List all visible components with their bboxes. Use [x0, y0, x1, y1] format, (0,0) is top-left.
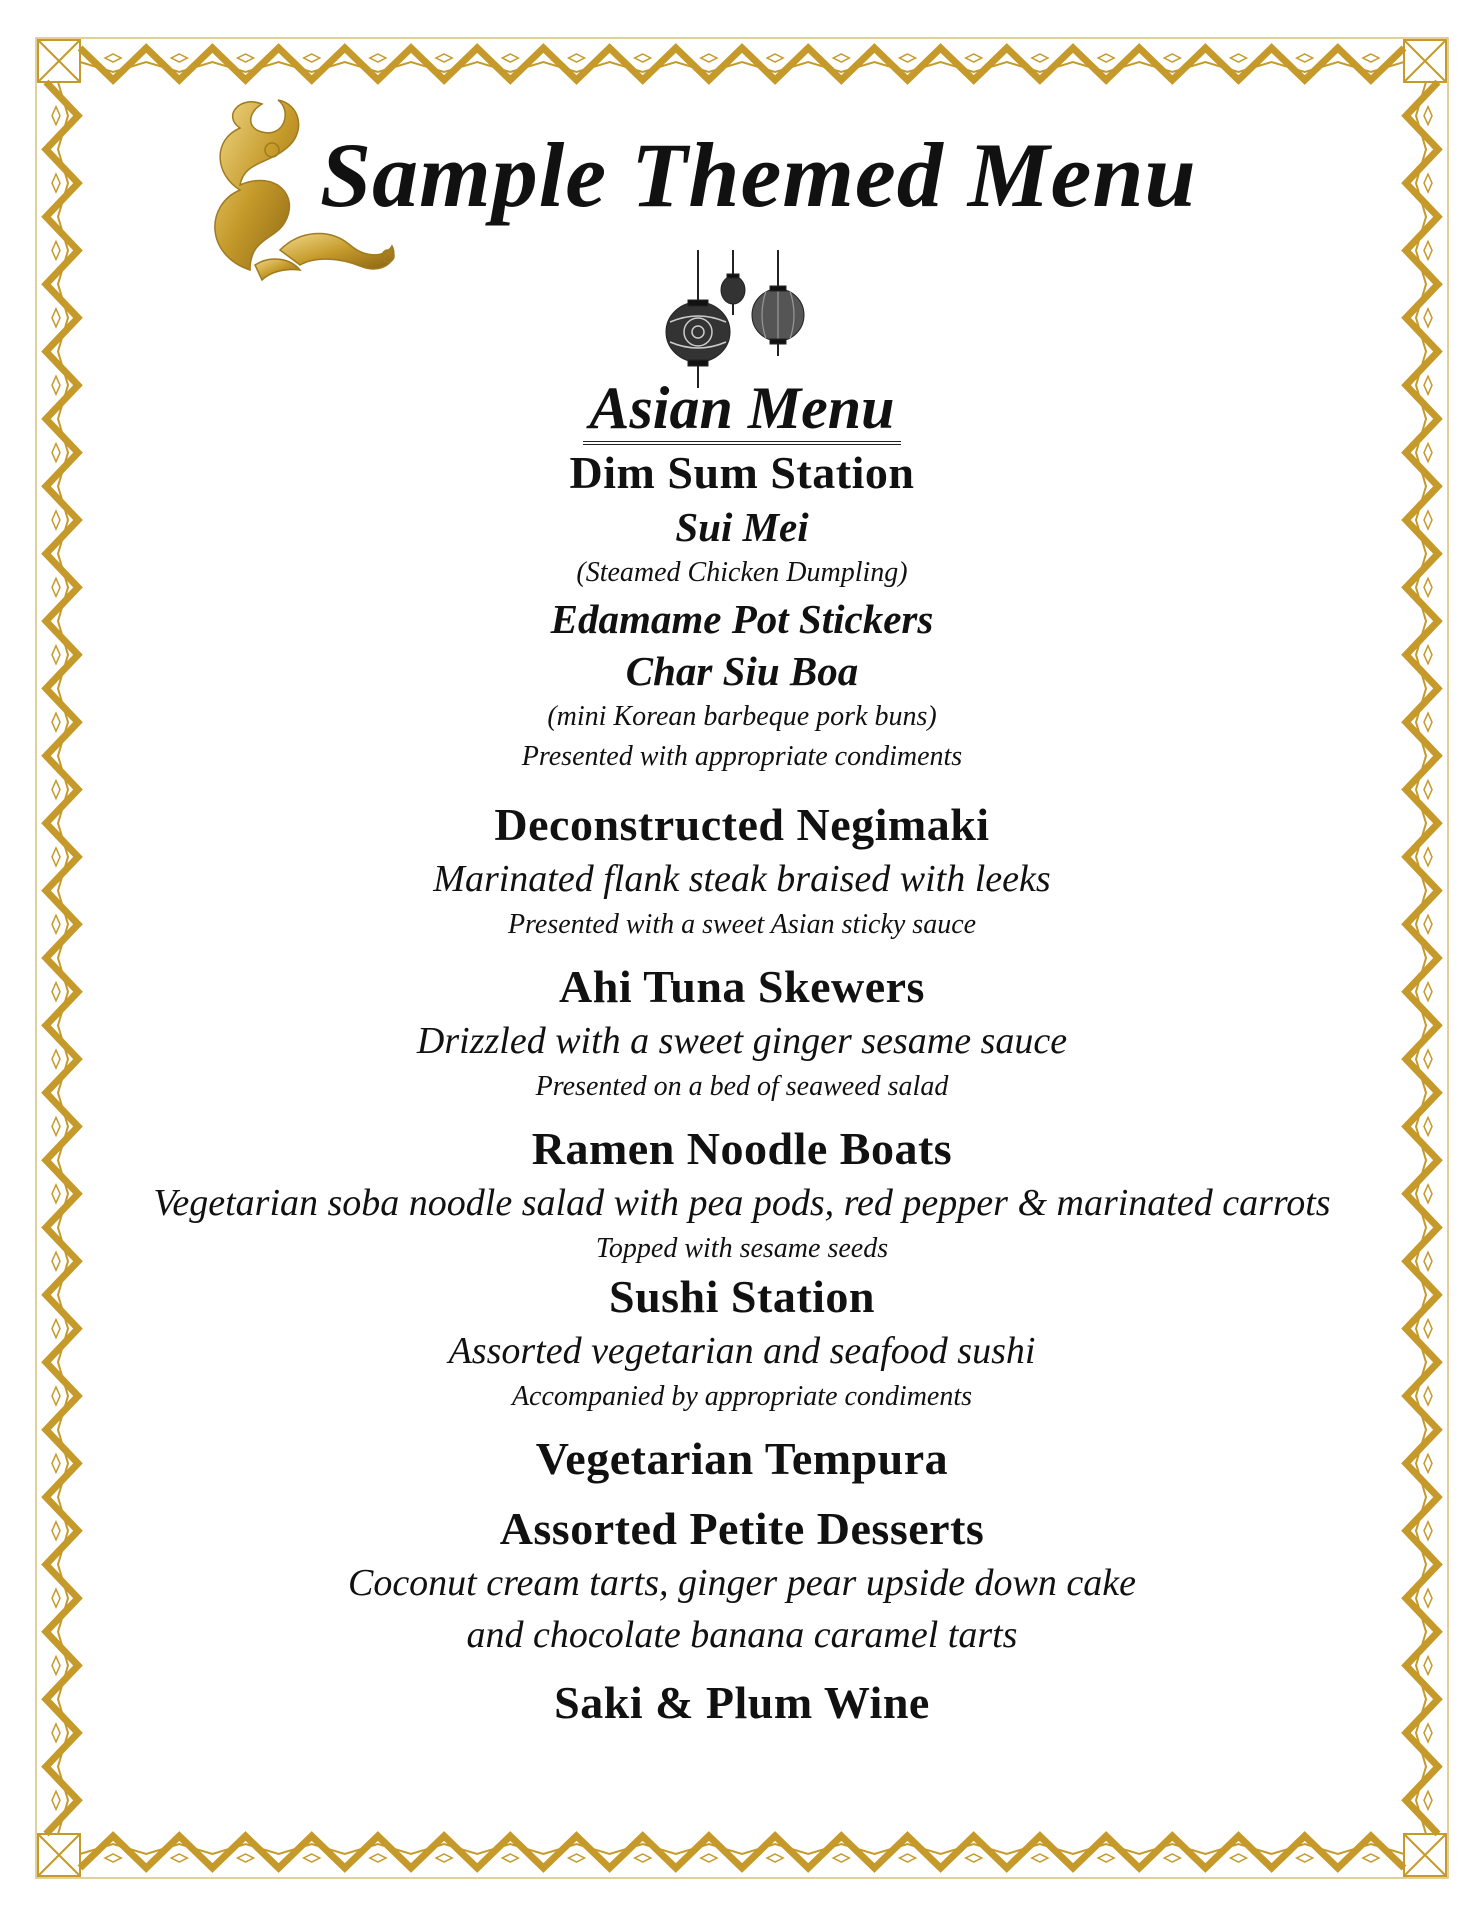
border-diamond — [370, 54, 386, 62]
border-diamond — [52, 1050, 60, 1068]
border-diamond — [1164, 1854, 1180, 1862]
hanging-lanterns-icon — [666, 250, 804, 388]
border-diamond — [833, 1854, 849, 1862]
border-diamond — [52, 511, 60, 529]
border-diamond — [52, 915, 60, 933]
border-diamond — [52, 781, 60, 799]
border-diamond — [701, 54, 717, 62]
section-ahi-tuna-skewers: Ahi Tuna Skewers — [559, 961, 925, 1012]
section-sushi-station: Sushi Station — [608, 1271, 875, 1322]
desserts-line-1: Coconut cream tarts, ginger pear upside down cake — [347, 1562, 1137, 1604]
border-diamond — [900, 54, 916, 62]
dish-note-sui-mei: (Steamed Chicken Dumpling) — [576, 557, 908, 588]
border-diamond — [767, 54, 783, 62]
border-diamond — [304, 54, 320, 62]
border-diamond — [1424, 646, 1432, 664]
border-diamond — [1424, 1185, 1432, 1203]
menu-title: Asian Menu — [583, 375, 900, 445]
section-vegetarian-tempura: Vegetarian Tempura — [535, 1433, 949, 1484]
border-diamond — [1424, 713, 1432, 731]
border-diamond — [52, 983, 60, 1001]
dim-sum-footer: Presented with appropriate condiments — [521, 741, 963, 772]
border-diamond — [52, 1522, 60, 1540]
border-diamond — [1424, 1589, 1432, 1607]
border-diamond — [171, 54, 187, 62]
border-diamond — [370, 1854, 386, 1862]
border-diamond — [1363, 1854, 1379, 1862]
border-diamond — [1424, 1320, 1432, 1338]
border-diamond — [569, 54, 585, 62]
dish-char-siu-boa: Char Siu Boa — [625, 648, 859, 694]
border-diamond — [52, 848, 60, 866]
border-diamond — [1424, 1454, 1432, 1472]
border-diamond — [52, 1791, 60, 1809]
border-diamond — [436, 54, 452, 62]
border-diamond — [52, 1454, 60, 1472]
border-diamond — [52, 376, 60, 394]
border-diamond — [238, 1854, 254, 1862]
border-diamond — [1297, 54, 1313, 62]
border-diamond — [1424, 983, 1432, 1001]
ahi-note: Presented on a bed of seaweed salad — [535, 1071, 949, 1102]
border-diamond — [1424, 1522, 1432, 1540]
border-diamond — [1297, 1854, 1313, 1862]
border-diamond — [1424, 578, 1432, 596]
border-diamond — [1363, 54, 1379, 62]
border-diamond — [52, 1387, 60, 1405]
section-assorted-petite-desserts: Assorted Petite Desserts — [499, 1503, 985, 1554]
border-diamond — [436, 1854, 452, 1862]
border-diamond — [52, 1589, 60, 1607]
border-diamond — [1424, 1117, 1432, 1135]
ramen-note: Topped with sesame seeds — [595, 1233, 889, 1264]
border-diamond — [1424, 848, 1432, 866]
border-diamond — [1424, 1724, 1432, 1742]
border-diamond — [52, 578, 60, 596]
border-diamond — [52, 241, 60, 259]
border-diamond — [966, 54, 982, 62]
border-diamond — [767, 1854, 783, 1862]
border-diamond — [1032, 54, 1048, 62]
border-diamond — [900, 1854, 916, 1862]
page-title: Sample Themed Menu — [320, 124, 1197, 226]
border-diamond — [1424, 376, 1432, 394]
section-dim-sum-station: Dim Sum Station — [569, 447, 915, 498]
border-diamond — [105, 1854, 121, 1862]
dish-edamame-pot-stickers: Edamame Pot Stickers — [550, 596, 934, 642]
border-diamond — [52, 713, 60, 731]
sushi-note: Accompanied by appropriate condiments — [511, 1381, 973, 1412]
border-diamond — [52, 309, 60, 327]
border-diamond — [569, 1854, 585, 1862]
border-diamond — [52, 1252, 60, 1270]
border-diamond — [238, 54, 254, 62]
border-diamond — [502, 54, 518, 62]
border-diamond — [502, 1854, 518, 1862]
border-diamond — [52, 1185, 60, 1203]
border-diamond — [1424, 309, 1432, 327]
border-diamond — [52, 1724, 60, 1742]
border-diamond — [52, 1657, 60, 1675]
border-diamond — [52, 107, 60, 125]
border-diamond — [635, 54, 651, 62]
border-diamond — [105, 54, 121, 62]
border-diamond — [1424, 107, 1432, 125]
border-diamond — [52, 646, 60, 664]
border-diamond — [1424, 915, 1432, 933]
section-ramen-noodle-boats: Ramen Noodle Boats — [531, 1123, 953, 1174]
border-diamond — [52, 1117, 60, 1135]
border-diamond — [1098, 54, 1114, 62]
sushi-description: Assorted vegetarian and seafood sushi — [448, 1330, 1036, 1372]
menu-content — [80, 375, 1404, 1731]
ramen-description: Vegetarian soba noodle salad with pea pods, red pepper & marinated carrots — [153, 1182, 1331, 1224]
border-diamond — [966, 1854, 982, 1862]
border-diamond — [1424, 781, 1432, 799]
border-diamond — [1424, 511, 1432, 529]
border-diamond — [833, 54, 849, 62]
border-diamond — [304, 1854, 320, 1862]
negimaki-note: Presented with a sweet Asian sticky sauce — [507, 909, 977, 940]
border-diamond — [52, 444, 60, 462]
dish-sui-mei: Sui Mei — [675, 504, 809, 550]
section-deconstructed-negimaki: Deconstructed Negimaki — [494, 799, 990, 850]
desserts-line-2: and chocolate banana caramel tarts — [466, 1614, 1018, 1656]
border-diamond — [1424, 444, 1432, 462]
dish-note-char-siu-boa: (mini Korean barbeque pork buns) — [547, 701, 937, 732]
border-diamond — [52, 174, 60, 192]
border-diamond — [701, 1854, 717, 1862]
border-diamond — [1424, 174, 1432, 192]
border-diamond — [1098, 1854, 1114, 1862]
border-diamond — [1032, 1854, 1048, 1862]
border-diamond — [1424, 1050, 1432, 1068]
border-diamond — [1424, 1791, 1432, 1809]
border-diamond — [1231, 1854, 1247, 1862]
border-diamond — [1424, 1657, 1432, 1675]
border-diamond — [52, 1320, 60, 1338]
border-diamond — [171, 1854, 187, 1862]
negimaki-description: Marinated flank steak braised with leeks — [433, 858, 1051, 900]
border-diamond — [635, 1854, 651, 1862]
ahi-description: Drizzled with a sweet ginger sesame sauce — [416, 1020, 1068, 1062]
border-diamond — [1424, 1252, 1432, 1270]
border-diamond — [1164, 54, 1180, 62]
border-diamond — [1424, 1387, 1432, 1405]
section-saki-plum-wine: Saki & Plum Wine — [554, 1677, 930, 1728]
border-diamond — [1424, 241, 1432, 259]
border-diamond — [1231, 54, 1247, 62]
